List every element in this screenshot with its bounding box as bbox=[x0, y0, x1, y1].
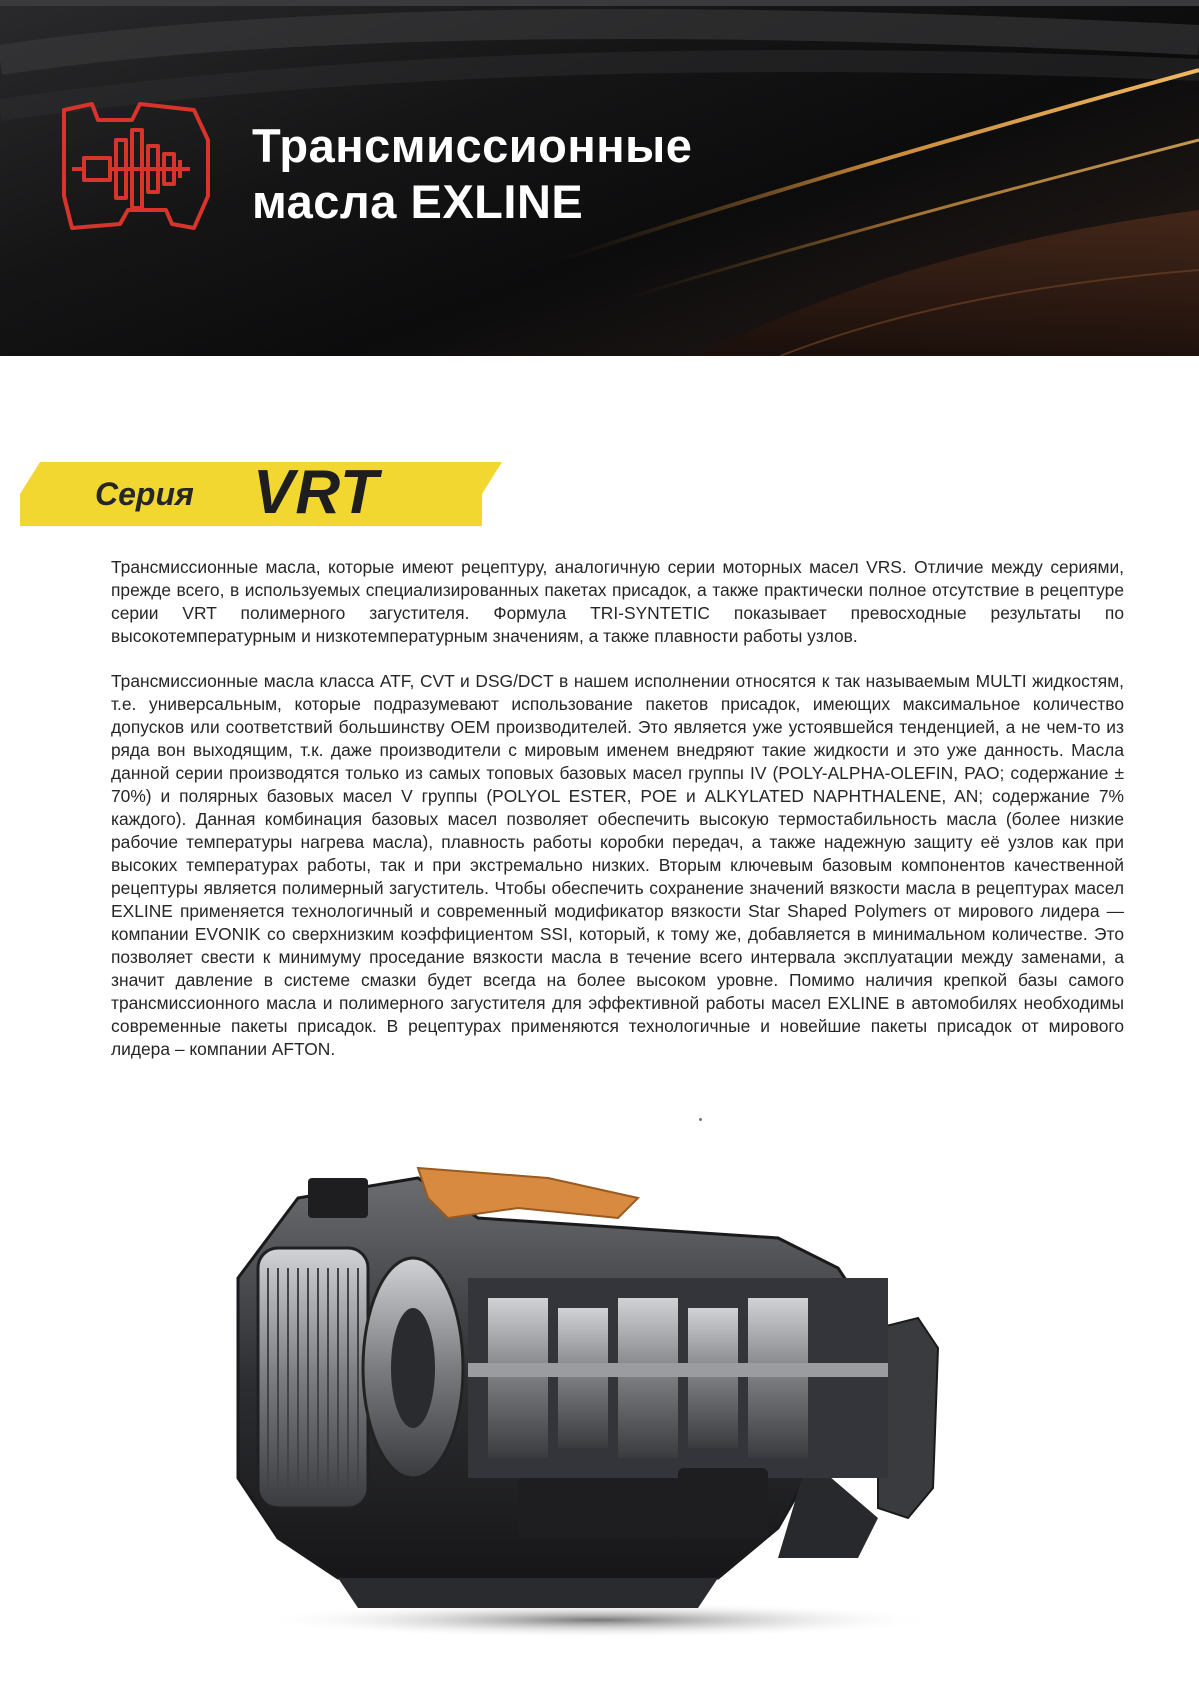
stray-dot bbox=[699, 1118, 702, 1121]
series-code: VRT bbox=[253, 458, 379, 527]
page-title bbox=[252, 118, 692, 230]
title-line-1: Трансмиссионные bbox=[252, 119, 693, 172]
transmission-cutaway-image bbox=[218, 1158, 952, 1638]
description-text bbox=[111, 556, 1124, 1083]
paragraph-2: Трансмиссионные масла класса ATF, CVT и DSG/DCT в нашем исполнении относятся к так называемым MULTI жидкостям, т.е. универсальным, которые подразумевают использование пакетов присадок, имеющих максимальное количество допусков или соответствий большинству OEM производителей. Это является уже устоявшейся тенденцией, а не чем-то из ряда вон выходящим, т.к. даже производители с мировым именем внедряют такие жидкости и это уже данность. Масла данной серии производятся только из самых топовых базовых масел группы IV (POLY-ALPHA-OLEFIN, PAO; содержание ± 70%) и полярных базовых масел V группы (POLYOL ESTER, POE и ALKYLATED NAPHTHALENE, AN; содержание 7% каждого). Данная комбинация базовых масел позволяет обеспечить высокую термостабильность масла (более низкие рабочие температуры нагрева масла), плавность работы коробки передач, а также надежную защиту её узлов как при высоких температурах работы, так и при экстремально низких. Вторым ключевым базовым компонентов качественной рецептуры является полимерный загуститель. Чтобы обеспечить сохранение значений вязкости масла в рецептурах масел EXLINE применяется технологичный и современный модификатор вязкости Star Shaped Polymers от мирового лидера — компании EVONIK со сверхнизким коэффициентом SSI, который, к тому же, добавляется в минимальном количестве. Это позволяет свести к минимуму проседание вязкости масла в течение всего интервала эксплуатации между заменами, а значит давление в системе смазки будет всегда на более высоком уровне. Помимо наличия крепкой базы самого трансмиссионного масла и полимерного загустителя для эффективной работы масел EXLINE в автомобилях необходимы современные пакеты присадок. В рецептурах применяются технологичные и новейшие пакеты присадок от мирового лидера – компании AFTON. bbox=[111, 671, 1124, 1059]
transmission-gearbox-icon bbox=[62, 100, 210, 232]
title-line-2: масла EXLINE bbox=[252, 175, 584, 228]
paragraph-1: Трансмиссионные масла, которые имеют рецептуру, аналогичную серии моторных масел VRS. Отличие между сериями, прежде всего, в используемых специализированных пакетах присадок, а также практически полное отсутствие в рецептуре серии VRT полимерного загустителя. Формула TRI-SYNTETIC показывает превосходные результаты по высокотемпературным и низкотемпературным значениям, а также плавности работы узлов. bbox=[111, 557, 1124, 646]
series-label: Серия bbox=[95, 476, 194, 512]
header-banner bbox=[0, 0, 1199, 356]
